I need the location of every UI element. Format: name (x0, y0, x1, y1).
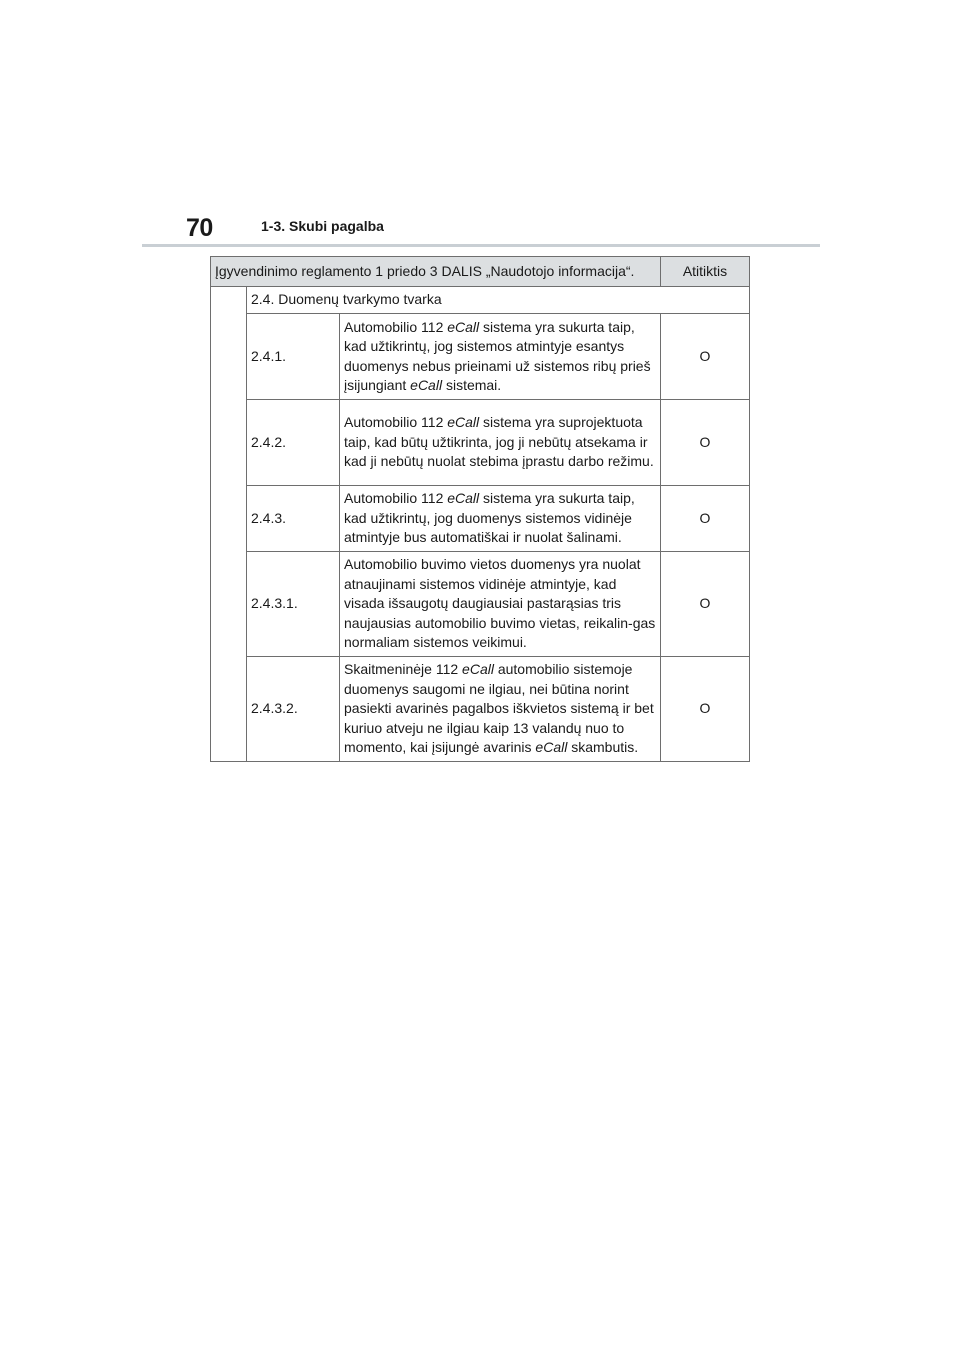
requirement-text-segment: Automobilio 112 (344, 490, 448, 507)
requirement-text-segment: sistema yra sukurta taip, kad užtikrintų, jog duomenys sistemos vidinėje atmintyje bus automatiškai ir nuolat šalinami. (344, 490, 635, 546)
requirement-text (340, 400, 661, 486)
table-row (211, 314, 750, 400)
requirement-text-segment: skambutis. (567, 739, 639, 756)
section-row (211, 287, 750, 314)
requirement-number: 2.4.3. (247, 486, 340, 552)
column-header-compliance: Atitiktis (661, 257, 750, 287)
requirement-text-emphasis: eCall (447, 414, 480, 431)
requirement-text-emphasis: eCall (462, 661, 494, 678)
requirement-number: 2.4.3.2. (247, 657, 340, 762)
requirement-text-segment: Automobilio buvimo vietos duomenys yra nuolat atnaujinami sistemos vidinėje atmintyje, kad visada išsaugotų daugiausiai pastarąsias tris naujausias automobilio buvimo vietas, reikalin-gas normaliam sistemos veikimui. (344, 556, 656, 651)
requirement-text-emphasis: eCall (447, 490, 480, 507)
compliance-status: O (661, 400, 750, 486)
requirement-text-segment: sistemai. (442, 377, 502, 393)
page-header (142, 208, 820, 246)
requirement-number: 2.4.3.1. (247, 552, 340, 657)
requirement-text-emphasis: eCall (535, 739, 568, 756)
requirement-text-segment: automobilio sistemoje duomenys saugomi ne ilgiau, nei būtina norint pasiekti avarinės pagalbos iškvietos sistemą ir bet kuriuo atveju ne ilgiau kaip 13 valandų nuo to momento, kai įsijungė avarinis (344, 661, 654, 756)
requirement-number: 2.4.1. (247, 314, 340, 400)
compliance-status: O (661, 657, 750, 762)
table-row (211, 486, 750, 552)
requirement-text-segment: Automobilio 112 (344, 318, 448, 335)
requirements-table (210, 256, 750, 762)
requirement-number: 2.4.2. (247, 400, 340, 486)
page-number: 70 (186, 214, 213, 242)
requirement-text (340, 486, 661, 552)
requirement-text (340, 657, 661, 762)
requirement-text-emphasis: eCall (447, 318, 480, 335)
table-row (211, 657, 750, 762)
section-label: 2.4. Duomenų tvarkymo tvarka (247, 287, 750, 314)
requirement-text (340, 552, 661, 657)
requirement-text-segment: Skaitmeninėje 112 (344, 661, 463, 678)
table-row (211, 552, 750, 657)
compliance-status: O (661, 486, 750, 552)
requirement-text-segment: Automobilio 112 (344, 414, 448, 431)
column-header-requirement: Įgyvendinimo reglamento 1 priedo 3 DALIS „Naudotojo informacija“. (211, 257, 661, 287)
table-row (211, 400, 750, 486)
requirement-text-emphasis: eCall (410, 377, 443, 393)
header-divider (142, 244, 820, 247)
compliance-status: O (661, 552, 750, 657)
section-title: 1-3. Skubi pagalba (261, 218, 384, 234)
requirement-text (340, 314, 661, 400)
requirement-text-segment: sistema yra sukurta taip, kad užtikrintų, jog sistemos atmintyje esantys duomenys nebus prieinami už sistemos ribų prieš įsijungiant (344, 318, 651, 393)
compliance-status: O (661, 314, 750, 400)
table-header-row (211, 257, 750, 287)
side-margin-cell (211, 287, 247, 762)
requirement-text-segment: sistema yra suprojektuota taip, kad būtų užtikrinta, jog ji nebūtų atsekama ir kad ji nebūtų nuolat stebima įprastu darbo režimu. (344, 414, 654, 470)
